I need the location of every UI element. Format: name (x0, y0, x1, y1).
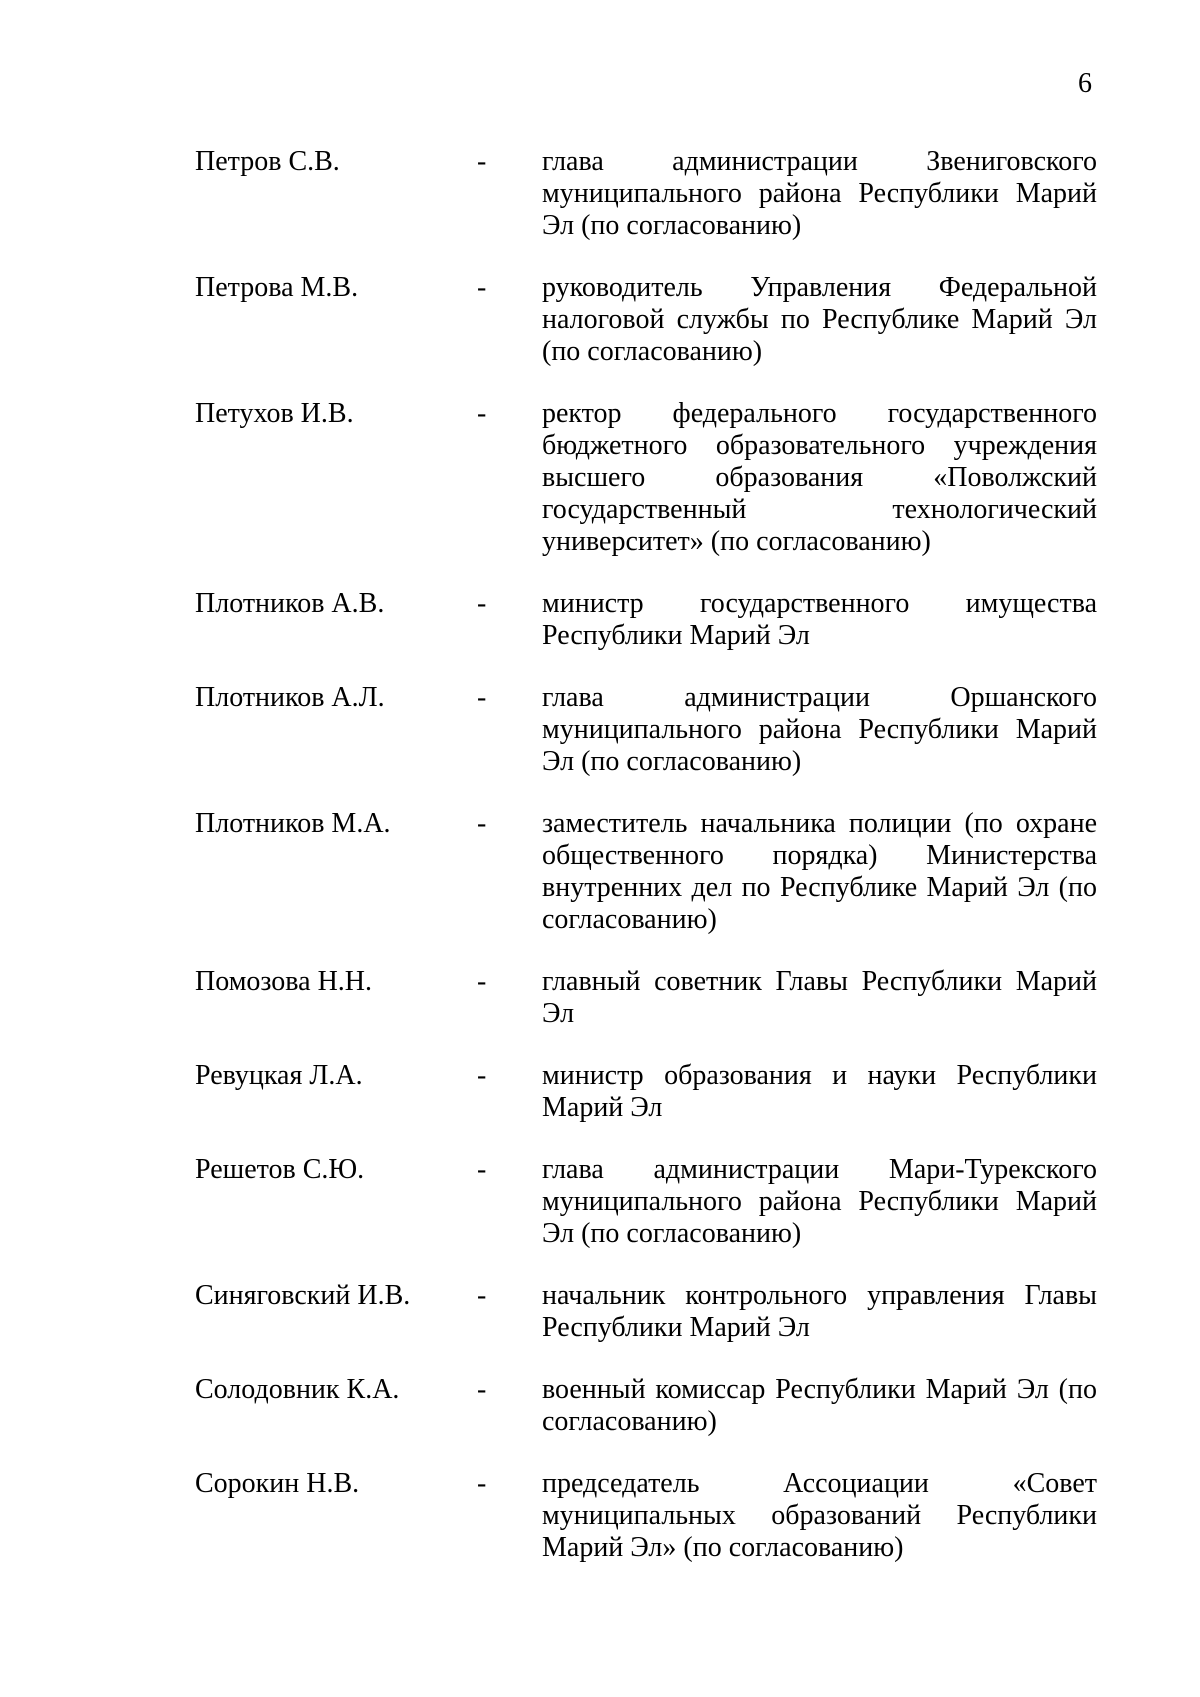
list-item (195, 1154, 1097, 1250)
list-item (195, 146, 1097, 242)
member-position: министр образования и науки Республики Марий Эл (542, 1060, 1097, 1123)
member-name: Помозова Н.Н. (195, 966, 373, 997)
dash-separator: - (477, 1468, 487, 1499)
dash-separator: - (477, 808, 487, 839)
member-position: начальник контрольного управления Главы Республики Марий Эл (542, 1280, 1097, 1343)
member-list (195, 146, 1097, 1564)
member-name: Сорокин Н.В. (195, 1468, 360, 1499)
member-position: руководитель Управления Федеральной налоговой службы по Республике Марий Эл (по согласованию) (542, 272, 1097, 367)
dash-separator: - (477, 1374, 487, 1405)
member-name: Петров С.В. (195, 146, 340, 177)
list-item (195, 272, 1097, 368)
list-item (195, 398, 1097, 558)
page-number: 6 (1078, 68, 1092, 99)
list-item (195, 1280, 1097, 1344)
dash-separator: - (477, 588, 487, 619)
member-position: глава администрации Мари-Турекского муниципального района Республики Марий Эл (по согласованию) (542, 1154, 1097, 1249)
member-name: Плотников М.А. (195, 808, 391, 839)
member-name: Синяговский И.В. (195, 1280, 411, 1311)
list-item (195, 1468, 1097, 1564)
list-item (195, 1060, 1097, 1124)
dash-separator: - (477, 1280, 487, 1311)
member-position: глава администрации Звениговского муниципального района Республики Марий Эл (по согласованию) (542, 146, 1097, 241)
dash-separator: - (477, 1060, 487, 1091)
member-name: Солодовник К.А. (195, 1374, 400, 1405)
member-name: Плотников А.В. (195, 588, 385, 619)
member-name: Решетов С.Ю. (195, 1154, 365, 1185)
member-position: военный комиссар Республики Марий Эл (по согласованию) (542, 1374, 1097, 1437)
list-item (195, 588, 1097, 652)
dash-separator: - (477, 272, 487, 303)
member-name: Петухов И.В. (195, 398, 354, 429)
list-item (195, 808, 1097, 936)
dash-separator: - (477, 682, 487, 713)
member-name: Петрова М.В. (195, 272, 359, 303)
member-position: главный советник Главы Республики Марий Эл (542, 966, 1097, 1029)
member-position: председатель Ассоциации «Совет муниципальных образований Республики Марий Эл» (по согласованию) (542, 1468, 1097, 1563)
member-position: глава администрации Оршанского муниципального района Республики Марий Эл (по согласованию) (542, 682, 1097, 777)
member-name: Ревуцкая Л.А. (195, 1060, 363, 1091)
dash-separator: - (477, 966, 487, 997)
member-position: заместитель начальника полиции (по охране общественного порядка) Министерства внутренних дел по Республике Марий Эл (по согласованию) (542, 808, 1097, 935)
list-item (195, 1374, 1097, 1438)
dash-separator: - (477, 146, 487, 177)
member-position: министр государственного имущества Республики Марий Эл (542, 588, 1097, 651)
list-item (195, 682, 1097, 778)
dash-separator: - (477, 398, 487, 429)
member-position: ректор федерального государственного бюджетного образовательного учреждения высшего образования «Поволжский государственный технологический университет» (по согласованию) (542, 398, 1097, 557)
member-name: Плотников А.Л. (195, 682, 385, 713)
dash-separator: - (477, 1154, 487, 1185)
list-item (195, 966, 1097, 1030)
